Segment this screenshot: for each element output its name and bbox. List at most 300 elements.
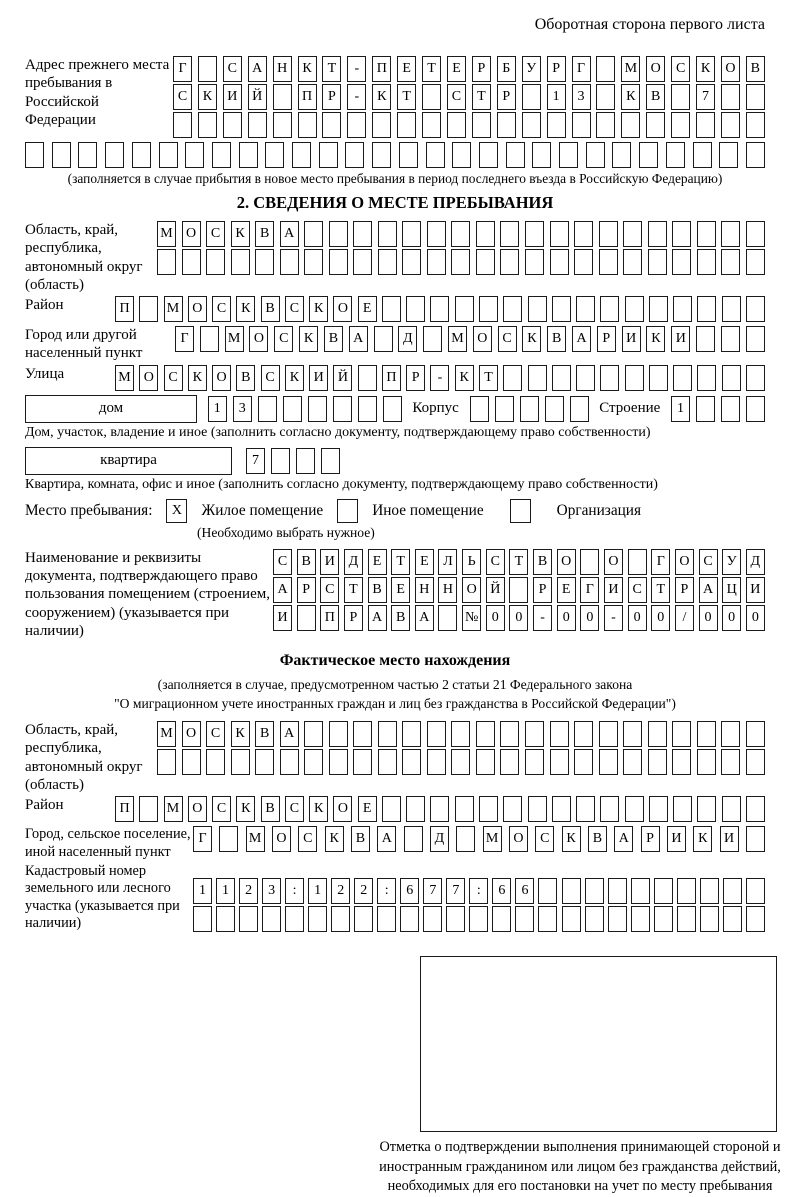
char-cell[interactable] [721,749,740,775]
char-cell[interactable]: 2 [331,878,350,904]
char-cell[interactable] [623,749,642,775]
char-cell[interactable] [182,249,201,275]
char-cell[interactable] [372,142,391,168]
char-cell[interactable] [672,249,691,275]
char-cell[interactable] [625,365,644,391]
char-cell[interactable]: Т [479,365,498,391]
char-cell[interactable] [746,749,765,775]
char-cell[interactable]: И [746,577,765,603]
char-cell[interactable]: С [535,826,554,852]
char-cell[interactable]: С [212,796,231,822]
char-cell[interactable] [503,796,522,822]
char-cell[interactable]: Р [675,577,694,603]
char-cell[interactable]: В [746,56,765,82]
char-cell[interactable]: А [614,826,633,852]
char-cell[interactable]: 1 [547,84,566,110]
char-cell[interactable] [255,249,274,275]
char-cell[interactable] [515,906,534,932]
char-cell[interactable] [696,396,715,422]
char-cell[interactable] [329,249,348,275]
char-cell[interactable]: Й [248,84,267,110]
char-cell[interactable]: Т [344,577,363,603]
char-cell[interactable]: О [646,56,665,82]
char-cell[interactable] [722,296,741,322]
char-cell[interactable] [631,878,650,904]
char-cell[interactable]: С [628,577,647,603]
char-cell[interactable] [746,221,765,247]
char-cell[interactable]: Г [651,549,670,575]
char-cell[interactable] [248,112,267,138]
char-cell[interactable] [377,906,396,932]
char-cell[interactable]: 0 [746,605,765,631]
char-cell[interactable]: С [447,84,466,110]
char-cell[interactable] [378,721,397,747]
char-cell[interactable] [427,749,446,775]
char-cell[interactable] [331,906,350,932]
char-cell[interactable] [273,84,292,110]
char-cell[interactable] [479,142,498,168]
char-cell[interactable]: Д [344,549,363,575]
char-cell[interactable] [472,112,491,138]
char-cell[interactable] [538,878,557,904]
char-cell[interactable] [746,365,765,391]
char-cell[interactable] [697,296,716,322]
char-cell[interactable] [746,249,765,275]
char-cell[interactable]: Е [358,796,377,822]
char-cell[interactable] [139,296,158,322]
char-cell[interactable]: О [604,549,623,575]
char-cell[interactable]: А [273,577,292,603]
checkbox-organization[interactable] [510,499,531,523]
char-cell[interactable] [721,112,740,138]
char-cell[interactable]: М [115,365,134,391]
char-cell[interactable] [470,396,489,422]
char-cell[interactable] [422,112,441,138]
char-cell[interactable]: У [722,549,741,575]
char-cell[interactable]: Т [509,549,528,575]
char-cell[interactable]: О [462,577,481,603]
char-cell[interactable]: 0 [722,605,741,631]
char-cell[interactable]: Д [746,549,765,575]
char-cell[interactable]: Е [358,296,377,322]
char-cell[interactable]: 3 [262,878,281,904]
char-cell[interactable]: И [320,549,339,575]
char-cell[interactable] [353,249,372,275]
char-cell[interactable]: И [223,84,242,110]
char-cell[interactable] [562,906,581,932]
char-cell[interactable]: К [621,84,640,110]
char-cell[interactable] [198,112,217,138]
char-cell[interactable] [476,721,495,747]
char-cell[interactable]: - [604,605,623,631]
char-cell[interactable] [271,448,290,474]
char-cell[interactable] [574,249,593,275]
char-cell[interactable] [547,112,566,138]
char-cell[interactable]: О [182,721,201,747]
char-cell[interactable]: К [299,326,318,352]
char-cell[interactable]: К [309,796,328,822]
char-cell[interactable]: : [377,878,396,904]
char-cell[interactable]: 6 [492,878,511,904]
char-cell[interactable] [586,142,605,168]
char-cell[interactable]: Е [391,577,410,603]
char-cell[interactable] [378,221,397,247]
char-cell[interactable] [321,448,340,474]
char-cell[interactable] [525,221,544,247]
char-cell[interactable] [426,142,445,168]
char-cell[interactable] [52,142,71,168]
char-cell[interactable] [212,142,231,168]
char-cell[interactable]: 0 [699,605,718,631]
char-cell[interactable] [333,396,352,422]
char-cell[interactable] [746,826,765,852]
char-cell[interactable]: Л [438,549,457,575]
char-cell[interactable]: 0 [557,605,576,631]
char-cell[interactable] [258,396,277,422]
char-cell[interactable] [402,721,421,747]
char-cell[interactable]: В [261,296,280,322]
char-cell[interactable]: Р [472,56,491,82]
char-cell[interactable]: Г [580,577,599,603]
char-cell[interactable]: Т [422,56,441,82]
char-cell[interactable]: В [646,84,665,110]
char-cell[interactable] [304,749,323,775]
char-cell[interactable] [308,906,327,932]
char-cell[interactable]: Р [497,84,516,110]
char-cell[interactable]: В [255,721,274,747]
char-cell[interactable]: Р [547,56,566,82]
char-cell[interactable] [697,721,716,747]
char-cell[interactable]: И [667,826,686,852]
char-cell[interactable] [528,296,547,322]
char-cell[interactable]: Е [415,549,434,575]
char-cell[interactable]: О [509,826,528,852]
char-cell[interactable] [673,296,692,322]
char-cell[interactable]: И [309,365,328,391]
char-cell[interactable]: С [212,296,231,322]
char-cell[interactable] [562,878,581,904]
char-cell[interactable] [538,906,557,932]
char-cell[interactable]: 0 [651,605,670,631]
char-cell[interactable]: В [547,326,566,352]
char-cell[interactable]: 7 [696,84,715,110]
char-cell[interactable]: К [198,84,217,110]
char-cell[interactable] [273,112,292,138]
char-cell[interactable] [599,221,618,247]
char-cell[interactable]: : [285,878,304,904]
char-cell[interactable]: К [231,221,250,247]
char-cell[interactable] [700,878,719,904]
char-cell[interactable]: Р [406,365,425,391]
char-cell[interactable] [639,142,658,168]
char-cell[interactable] [746,878,765,904]
char-cell[interactable]: М [448,326,467,352]
char-cell[interactable]: О [557,549,576,575]
char-cell[interactable] [596,84,615,110]
char-cell[interactable] [383,396,402,422]
char-cell[interactable]: Д [398,326,417,352]
char-cell[interactable]: Б [497,56,516,82]
char-cell[interactable] [446,906,465,932]
char-cell[interactable] [746,906,765,932]
char-cell[interactable]: : [469,878,488,904]
char-cell[interactable]: М [246,826,265,852]
char-cell[interactable] [139,796,158,822]
char-cell[interactable]: С [285,296,304,322]
char-cell[interactable]: К [693,826,712,852]
char-cell[interactable] [600,296,619,322]
char-cell[interactable] [193,906,212,932]
char-cell[interactable] [402,749,421,775]
char-cell[interactable] [497,112,516,138]
char-cell[interactable] [623,249,642,275]
char-cell[interactable] [132,142,151,168]
char-cell[interactable] [159,142,178,168]
char-cell[interactable] [157,749,176,775]
char-cell[interactable] [599,749,618,775]
char-cell[interactable] [746,296,765,322]
char-cell[interactable] [451,249,470,275]
char-cell[interactable]: С [285,796,304,822]
char-cell[interactable] [721,221,740,247]
char-cell[interactable]: Т [651,577,670,603]
char-cell[interactable] [700,906,719,932]
char-cell[interactable] [721,84,740,110]
char-cell[interactable] [625,796,644,822]
char-cell[interactable] [206,249,225,275]
char-cell[interactable] [672,749,691,775]
char-cell[interactable] [503,296,522,322]
char-cell[interactable] [623,721,642,747]
char-cell[interactable] [746,796,765,822]
char-cell[interactable]: П [115,796,134,822]
char-cell[interactable]: К [455,365,474,391]
char-cell[interactable]: П [382,365,401,391]
char-cell[interactable]: С [320,577,339,603]
char-cell[interactable] [353,721,372,747]
char-cell[interactable] [476,221,495,247]
char-cell[interactable] [580,549,599,575]
char-cell[interactable] [550,249,569,275]
char-cell[interactable]: С [173,84,192,110]
char-cell[interactable] [722,796,741,822]
char-cell[interactable] [585,878,604,904]
char-cell[interactable] [696,112,715,138]
char-cell[interactable]: Й [333,365,352,391]
char-cell[interactable]: О [188,796,207,822]
char-cell[interactable] [329,221,348,247]
char-cell[interactable] [430,296,449,322]
char-cell[interactable] [625,296,644,322]
char-cell[interactable] [283,396,302,422]
char-cell[interactable] [182,749,201,775]
char-cell[interactable] [506,142,525,168]
char-cell[interactable]: К [298,56,317,82]
char-cell[interactable]: 1 [216,878,235,904]
char-cell[interactable] [673,796,692,822]
char-cell[interactable]: С [261,365,280,391]
char-cell[interactable] [304,721,323,747]
char-cell[interactable] [455,796,474,822]
char-cell[interactable] [697,749,716,775]
char-cell[interactable]: Т [322,56,341,82]
char-cell[interactable]: 2 [354,878,373,904]
char-cell[interactable] [400,906,419,932]
char-cell[interactable]: 3 [233,396,252,422]
char-cell[interactable]: М [225,326,244,352]
char-cell[interactable]: А [248,56,267,82]
char-cell[interactable] [621,112,640,138]
char-cell[interactable] [347,112,366,138]
char-cell[interactable]: К [562,826,581,852]
char-cell[interactable] [570,396,589,422]
char-cell[interactable]: Ц [722,577,741,603]
char-cell[interactable] [550,749,569,775]
char-cell[interactable]: / [675,605,694,631]
char-cell[interactable]: Е [557,577,576,603]
char-cell[interactable] [353,221,372,247]
char-cell[interactable]: 1 [308,878,327,904]
char-cell[interactable] [378,749,397,775]
char-cell[interactable] [697,221,716,247]
char-cell[interactable] [721,721,740,747]
char-cell[interactable]: 0 [509,605,528,631]
char-cell[interactable]: - [533,605,552,631]
char-cell[interactable] [476,749,495,775]
char-cell[interactable]: 7 [446,878,465,904]
char-cell[interactable] [25,142,44,168]
char-cell[interactable]: О [473,326,492,352]
char-cell[interactable] [206,749,225,775]
char-cell[interactable]: О [333,296,352,322]
char-cell[interactable] [329,749,348,775]
char-cell[interactable] [648,721,667,747]
char-cell[interactable]: О [182,221,201,247]
char-cell[interactable]: Й [486,577,505,603]
char-cell[interactable] [231,749,250,775]
char-cell[interactable] [298,112,317,138]
char-cell[interactable] [503,365,522,391]
checkbox-other-premises[interactable] [337,499,358,523]
char-cell[interactable] [746,142,765,168]
char-cell[interactable]: М [621,56,640,82]
char-cell[interactable] [500,221,519,247]
char-cell[interactable] [612,142,631,168]
char-cell[interactable] [608,906,627,932]
char-cell[interactable]: П [320,605,339,631]
char-cell[interactable]: А [572,326,591,352]
char-cell[interactable]: 7 [423,878,442,904]
char-cell[interactable] [297,605,316,631]
char-cell[interactable] [552,796,571,822]
char-cell[interactable]: В [297,549,316,575]
char-cell[interactable]: Т [397,84,416,110]
char-cell[interactable] [648,249,667,275]
char-cell[interactable] [239,906,258,932]
char-cell[interactable] [532,142,551,168]
char-cell[interactable] [746,112,765,138]
char-cell[interactable]: К [236,296,255,322]
char-cell[interactable] [599,721,618,747]
char-cell[interactable] [492,906,511,932]
char-cell[interactable] [654,878,673,904]
char-cell[interactable] [451,221,470,247]
char-cell[interactable]: Р [533,577,552,603]
char-cell[interactable] [608,878,627,904]
char-cell[interactable]: Н [273,56,292,82]
char-cell[interactable]: 2 [239,878,258,904]
char-cell[interactable]: Р [641,826,660,852]
char-cell[interactable]: К [188,365,207,391]
char-cell[interactable]: Г [193,826,212,852]
char-cell[interactable] [319,142,338,168]
char-cell[interactable] [438,605,457,631]
char-cell[interactable]: О [249,326,268,352]
char-cell[interactable] [576,365,595,391]
char-cell[interactable] [265,142,284,168]
char-cell[interactable] [280,749,299,775]
char-cell[interactable]: К [325,826,344,852]
char-cell[interactable]: К [236,796,255,822]
char-cell[interactable]: К [285,365,304,391]
char-cell[interactable] [599,249,618,275]
char-cell[interactable] [550,721,569,747]
char-cell[interactable] [545,396,564,422]
char-cell[interactable] [308,396,327,422]
char-cell[interactable]: 6 [400,878,419,904]
char-cell[interactable]: Е [368,549,387,575]
char-cell[interactable] [406,796,425,822]
char-cell[interactable] [329,721,348,747]
char-cell[interactable] [427,249,446,275]
char-cell[interactable] [200,326,219,352]
char-cell[interactable] [353,749,372,775]
char-cell[interactable]: А [699,577,718,603]
char-cell[interactable] [292,142,311,168]
char-cell[interactable] [304,249,323,275]
char-cell[interactable] [648,749,667,775]
char-cell[interactable]: С [164,365,183,391]
char-cell[interactable]: П [115,296,134,322]
char-cell[interactable] [304,221,323,247]
char-cell[interactable] [285,906,304,932]
char-cell[interactable]: В [236,365,255,391]
char-cell[interactable] [500,249,519,275]
char-cell[interactable]: Д [430,826,449,852]
char-cell[interactable] [399,142,418,168]
char-cell[interactable]: С [298,826,317,852]
char-cell[interactable] [430,796,449,822]
char-cell[interactable] [422,84,441,110]
char-cell[interactable] [185,142,204,168]
char-cell[interactable] [372,112,391,138]
char-cell[interactable]: - [347,56,366,82]
char-cell[interactable] [456,826,475,852]
char-cell[interactable] [173,112,192,138]
char-cell[interactable]: Г [173,56,192,82]
char-cell[interactable]: О [188,296,207,322]
char-cell[interactable]: Р [322,84,341,110]
char-cell[interactable]: С [486,549,505,575]
char-cell[interactable] [649,365,668,391]
char-cell[interactable] [672,721,691,747]
char-cell[interactable]: А [377,826,396,852]
char-cell[interactable] [576,296,595,322]
char-cell[interactable] [722,365,741,391]
char-cell[interactable] [198,56,217,82]
char-cell[interactable] [452,142,471,168]
char-cell[interactable]: К [646,326,665,352]
